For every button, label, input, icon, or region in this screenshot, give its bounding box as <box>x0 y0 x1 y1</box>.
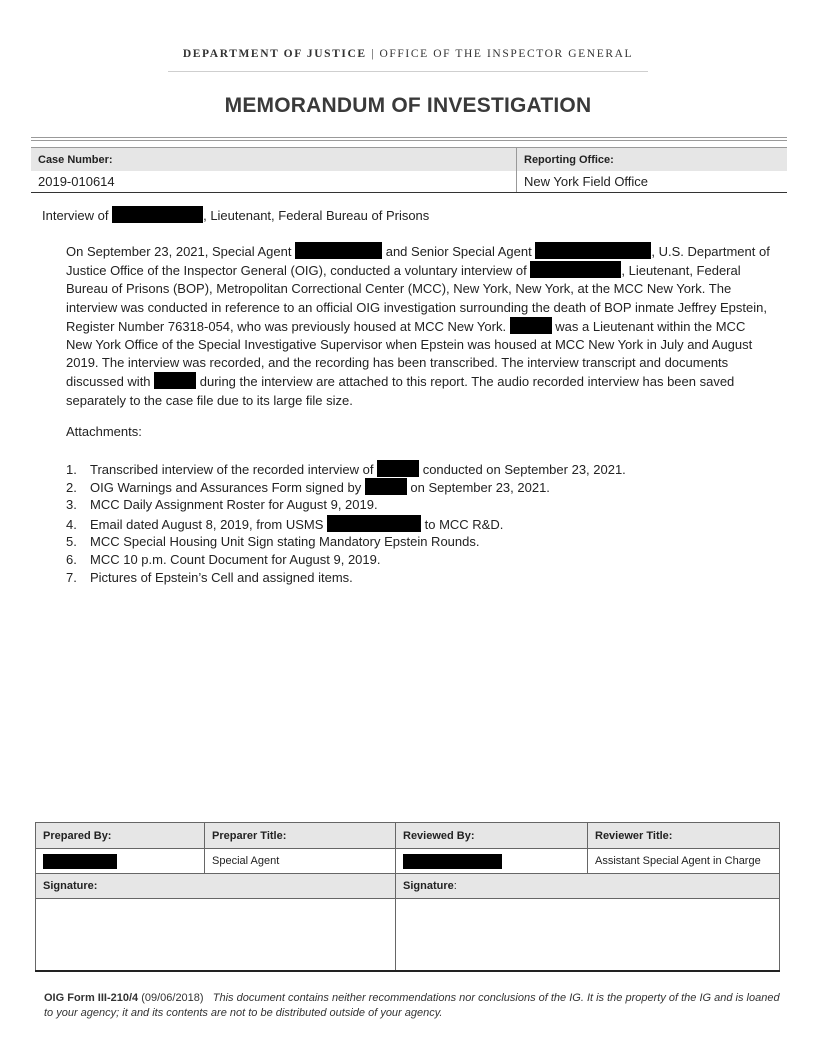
signature-area-left <box>36 899 396 972</box>
redaction-block <box>510 317 552 334</box>
redaction-block <box>530 261 621 278</box>
list-item: 7. Pictures of Epstein’s Cell and assigned items. <box>66 570 353 586</box>
reporting-office-label: Reporting Office: <box>517 148 788 172</box>
form-date: (09/06/2018) <box>138 992 204 1004</box>
attachments-heading: Attachments: <box>66 424 142 439</box>
redaction-block <box>365 478 407 495</box>
form-number: OIG Form III-210/4 <box>44 992 139 1004</box>
list-item: 3. MCC Daily Assignment Roster for August 9, 2019. <box>66 497 378 513</box>
list-item: 5. MCC Special Housing Unit Sign stating Mandatory Epstein Rounds. <box>66 533 480 549</box>
prepared-by-label: Prepared By: <box>36 823 205 849</box>
signature-area-right <box>396 899 780 972</box>
reviewer-title-label: Reviewer Title: <box>588 823 780 849</box>
list-item: 6. MCC 10 p.m. Count Document for August 9, 2019. <box>66 551 381 567</box>
preparer-title-label: Preparer Title: <box>205 823 396 849</box>
redaction-block <box>535 242 651 259</box>
reviewer-title: Assistant Special Agent in Charge <box>588 849 780 874</box>
footer-notice: This document contains neither recommendations nor conclusions of the IG. It is the property of the IG and is loaned to your agency; it and its contents are not to be distributed outside of your agency. <box>44 992 780 1019</box>
redaction-block <box>403 854 502 869</box>
interview-subject: Interview of , Lieutenant, Federal Bureau of Prisons <box>42 208 430 223</box>
header-divider <box>168 71 648 72</box>
redaction-block <box>43 854 117 869</box>
reporting-office: New York Field Office <box>517 171 788 193</box>
list-item: 4. Email dated August 8, 2019, from USMS to MCC R&D. <box>66 516 504 532</box>
prepared-by-name <box>36 849 205 874</box>
signature-label-right: Signature: <box>396 874 780 899</box>
signature-table <box>35 822 780 972</box>
page-title: MEMORANDUM OF INVESTIGATION <box>224 94 592 117</box>
signature-label-left: Signature: <box>36 874 396 899</box>
department-name: DEPARTMENT OF JUSTICE <box>182 48 367 60</box>
redaction-block <box>112 206 203 223</box>
title-divider <box>31 137 787 141</box>
office-name: OFFICE OF THE INSPECTOR GENERAL <box>379 48 634 60</box>
form-footer <box>44 991 780 1021</box>
list-item: 1. Transcribed interview of the recorded interview of conducted on September 23, 2021. <box>66 462 626 477</box>
header-separator: | <box>366 48 380 60</box>
case-number-label: Case Number: <box>31 148 517 172</box>
reviewed-by-label: Reviewed By: <box>396 823 588 849</box>
preparer-title: Special Agent <box>205 849 396 874</box>
reviewed-by-name <box>396 849 588 874</box>
department-header <box>0 48 816 60</box>
case-info-table <box>31 147 787 193</box>
redaction-block <box>377 460 419 477</box>
redaction-block <box>327 515 421 532</box>
redaction-block <box>295 242 382 259</box>
body-paragraph: On September 23, 2021, Special Agent and Senior Special Agent , U.S. Department of Justice Office of the Inspector General (OIG), conducted a voluntary interview of , Lieutenant, Federal Bureau of Prisons (BOP), Metropolitan Correctional Center (MCC), New York, New York, at the MCC New York. The interview was conducted in reference to an official OIG investigation surrounding the death of BOP inmate Jeffrey Epstein, Register Number 76318-054, who was previously housed at MCC New York. was a Lieutenant within the MCC New York Office of the Special Investigative Supervisor when Epstein was housed at MCC New York in July and August 2019. The interview was recorded, and the recording has been transcribed. The interview transcript and documents discussed with during the interview are attached to this report. The audio recorded interview has been saved separately to the case file due to its large file size. <box>66 244 770 408</box>
redaction-block <box>154 372 196 389</box>
case-number: 2019-010614 <box>31 171 517 193</box>
attachments-list <box>66 460 626 587</box>
list-item: 2. OIG Warnings and Assurances Form signed by on September 23, 2021. <box>66 480 550 496</box>
memo-body <box>66 242 770 410</box>
